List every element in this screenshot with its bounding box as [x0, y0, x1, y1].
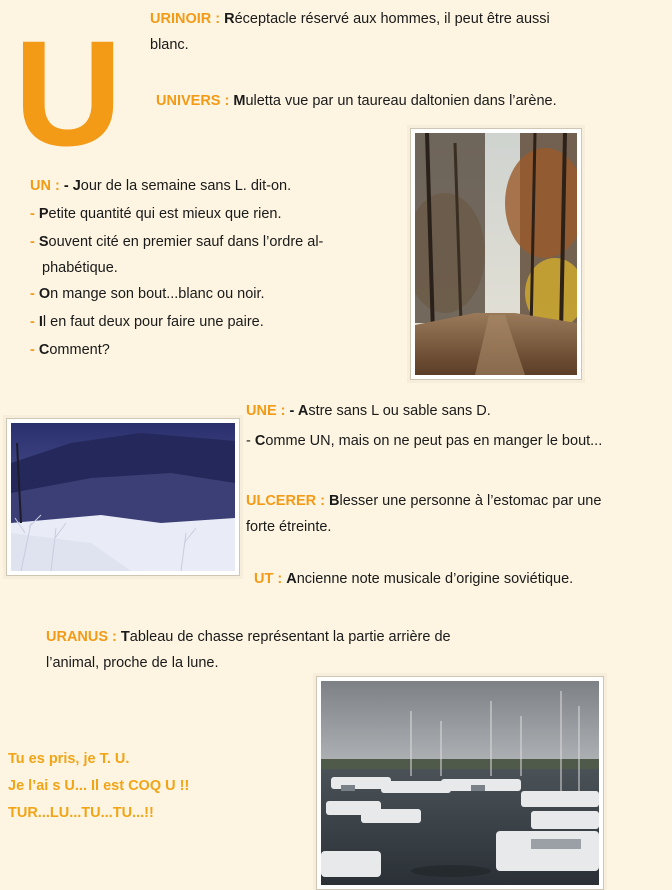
definition-text: ableau de chasse représentant la partie arrière de	[129, 629, 451, 645]
entry-univers	[156, 88, 656, 114]
cap-letter: S	[38, 234, 49, 250]
entry-uranus	[46, 624, 566, 676]
definition-text: omme UN, mais on ne peut pas en manger le bout...	[265, 433, 603, 449]
definition-text: etite quantité qui est mieux que rien.	[48, 206, 282, 222]
definition-text: our de la semaine sans L. dit-on.	[80, 178, 292, 194]
cap-letter: J	[72, 178, 81, 194]
definition-text: n mange son bout...blanc ou noir.	[50, 286, 265, 302]
autumn-forest-image	[415, 133, 577, 375]
cap-letter: A	[286, 571, 297, 587]
dash: -	[30, 342, 39, 358]
cap-letter: R	[224, 11, 235, 27]
term-urinoir: URINOIR :	[150, 11, 221, 27]
entry-ulcerer	[246, 488, 666, 540]
big-letter-u: U	[14, 9, 123, 177]
joke-line-1: Tu es pris, je T. U.	[8, 751, 130, 767]
definition-text-cont: l’animal, proche de la lune.	[46, 655, 219, 671]
definition-text: éceptacle réservé aux hommes, il peut être aussi	[234, 11, 550, 27]
cap-letter: I	[38, 314, 43, 330]
cap-letter: C	[254, 433, 266, 449]
dash: -	[30, 314, 39, 330]
definition-text: l en faut deux pour faire une paire.	[42, 314, 264, 330]
term-un: UN :	[30, 178, 60, 194]
entry-une	[246, 396, 666, 456]
definition-text-cont: forte étreinte.	[246, 519, 332, 535]
entry-un	[30, 172, 380, 364]
term-une: UNE :	[246, 403, 286, 419]
photo-marina	[316, 676, 604, 890]
definition-text: omment?	[49, 342, 110, 358]
term-ut: UT :	[254, 571, 283, 587]
cap-letter: C	[38, 342, 50, 358]
definition-text: ouvent cité en premier sauf dans l’ordre al-	[48, 234, 324, 250]
cap-letter: M	[233, 93, 246, 109]
dash: -	[30, 234, 39, 250]
definition-text: ncienne note musicale d’origine soviétique.	[296, 571, 574, 587]
definition-text-cont: phabétique.	[42, 260, 118, 276]
definition-text: stre sans L ou sable sans D.	[308, 403, 491, 419]
photo-winter-landscape	[6, 418, 240, 576]
dash: -	[63, 178, 73, 194]
joke-line-3: TUR...LU...TU...TU...!!	[8, 805, 154, 821]
definition-text: lesser une personne à l’estomac par une	[339, 493, 602, 509]
cap-letter: P	[38, 206, 49, 222]
term-univers: UNIVERS :	[156, 93, 230, 109]
entry-ut	[254, 566, 664, 592]
joke-block	[8, 746, 308, 827]
marina-image	[321, 681, 599, 885]
photo-autumn-forest	[410, 128, 582, 380]
winter-landscape-image	[11, 423, 235, 571]
definition-text-cont: blanc.	[150, 37, 189, 53]
cap-letter: B	[328, 493, 340, 509]
dash: -	[246, 433, 255, 449]
dash: -	[30, 206, 39, 222]
term-uranus: URANUS :	[46, 629, 117, 645]
term-ulcerer: ULCERER :	[246, 493, 325, 509]
entry-urinoir	[150, 6, 650, 58]
joke-line-2: Je l’ai s U... Il est COQ U !!	[8, 778, 190, 794]
dash: -	[289, 403, 298, 419]
cap-letter: T	[120, 629, 130, 645]
dash: -	[30, 286, 39, 302]
cap-letter: O	[38, 286, 51, 302]
definition-text: uletta vue par un taureau daltonien dans l’arène.	[245, 93, 557, 109]
cap-letter: A	[297, 403, 309, 419]
